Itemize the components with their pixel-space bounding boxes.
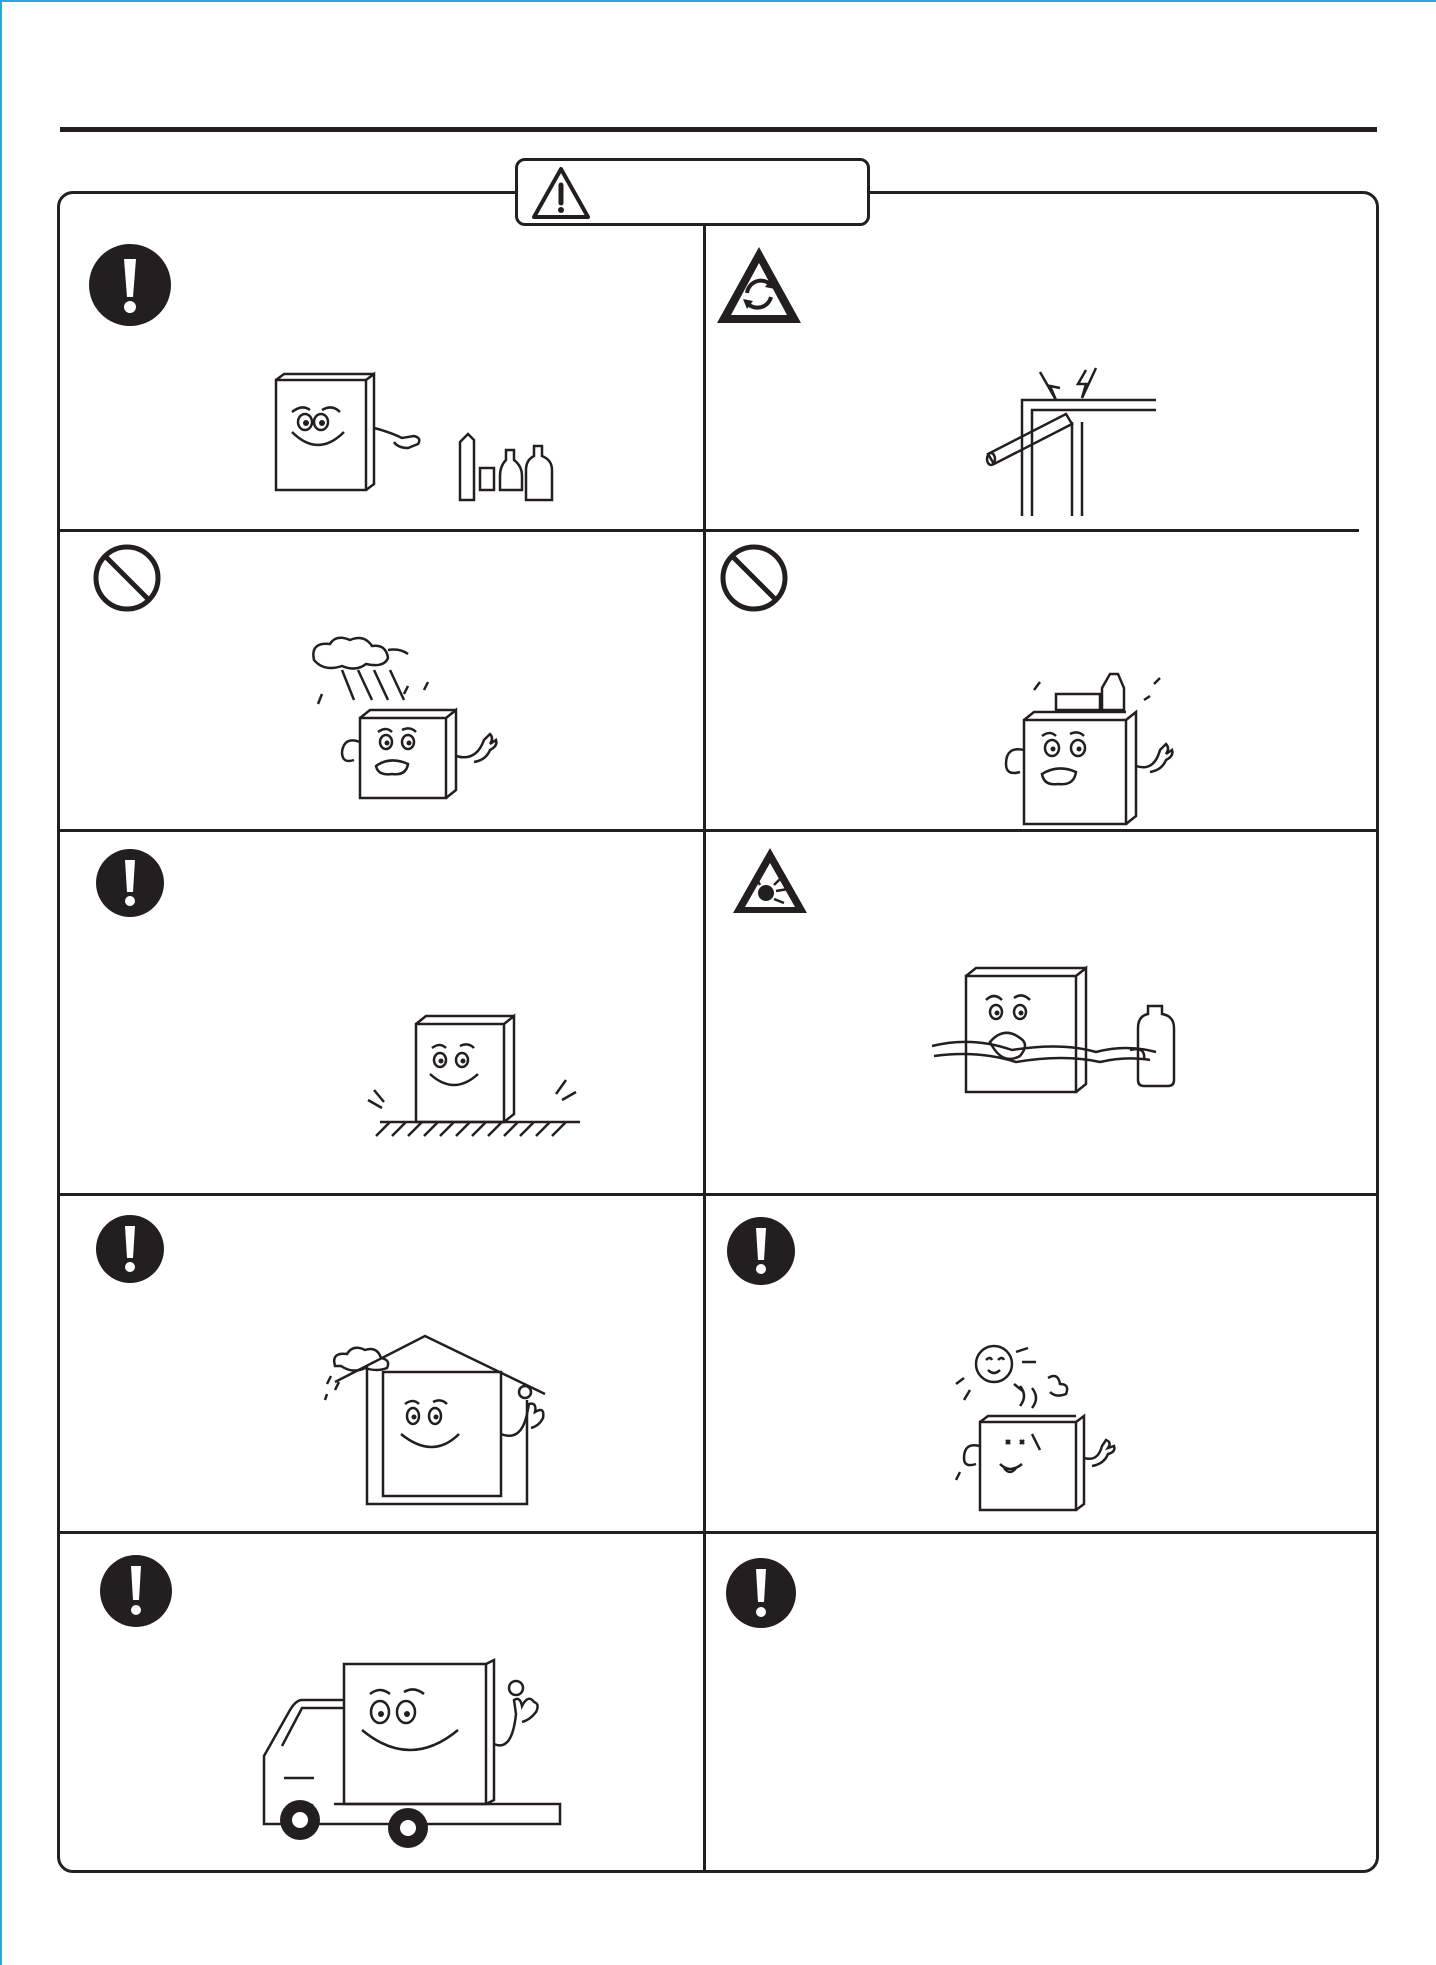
page-edge-left bbox=[0, 0, 2, 1965]
cabinet-on-level-floor-illustration bbox=[360, 1010, 590, 1136]
mandatory-exclamation-icon bbox=[95, 1214, 165, 1284]
cabinet-pointing-at-food-illustration bbox=[270, 370, 570, 500]
prohibition-icon bbox=[92, 543, 162, 613]
recycle-warning-icon bbox=[713, 243, 805, 327]
warning-triangle-icon bbox=[530, 165, 592, 221]
row-divider-4 bbox=[59, 1531, 1377, 1534]
cabinet-gas-leak-illustration bbox=[930, 964, 1194, 1104]
cabinet-with-items-on-top-illustration bbox=[1004, 670, 1184, 830]
page-edge-top bbox=[0, 0, 1436, 2]
column-divider bbox=[703, 226, 706, 1873]
prohibition-icon bbox=[719, 543, 789, 613]
row-divider-1-left bbox=[59, 529, 705, 532]
row-divider-1-right bbox=[705, 529, 1359, 532]
cabinet-in-shelter-illustration bbox=[325, 1342, 545, 1512]
cabinet-in-rain-illustration bbox=[308, 636, 508, 806]
mandatory-exclamation-icon bbox=[88, 243, 172, 327]
explosion-warning-icon bbox=[730, 845, 810, 917]
mandatory-exclamation-icon bbox=[726, 1216, 796, 1286]
header-rule bbox=[60, 127, 1377, 132]
cabinet-on-truck-illustration bbox=[254, 1658, 554, 1854]
door-frame-pipe-illustration bbox=[980, 362, 1170, 522]
mandatory-exclamation-icon bbox=[99, 1554, 173, 1628]
row-divider-3 bbox=[59, 1193, 1377, 1196]
warning-tab bbox=[515, 158, 870, 226]
mandatory-exclamation-icon bbox=[725, 1557, 797, 1629]
cabinet-in-sun-illustration bbox=[950, 1338, 1120, 1518]
mandatory-exclamation-icon bbox=[95, 848, 165, 918]
